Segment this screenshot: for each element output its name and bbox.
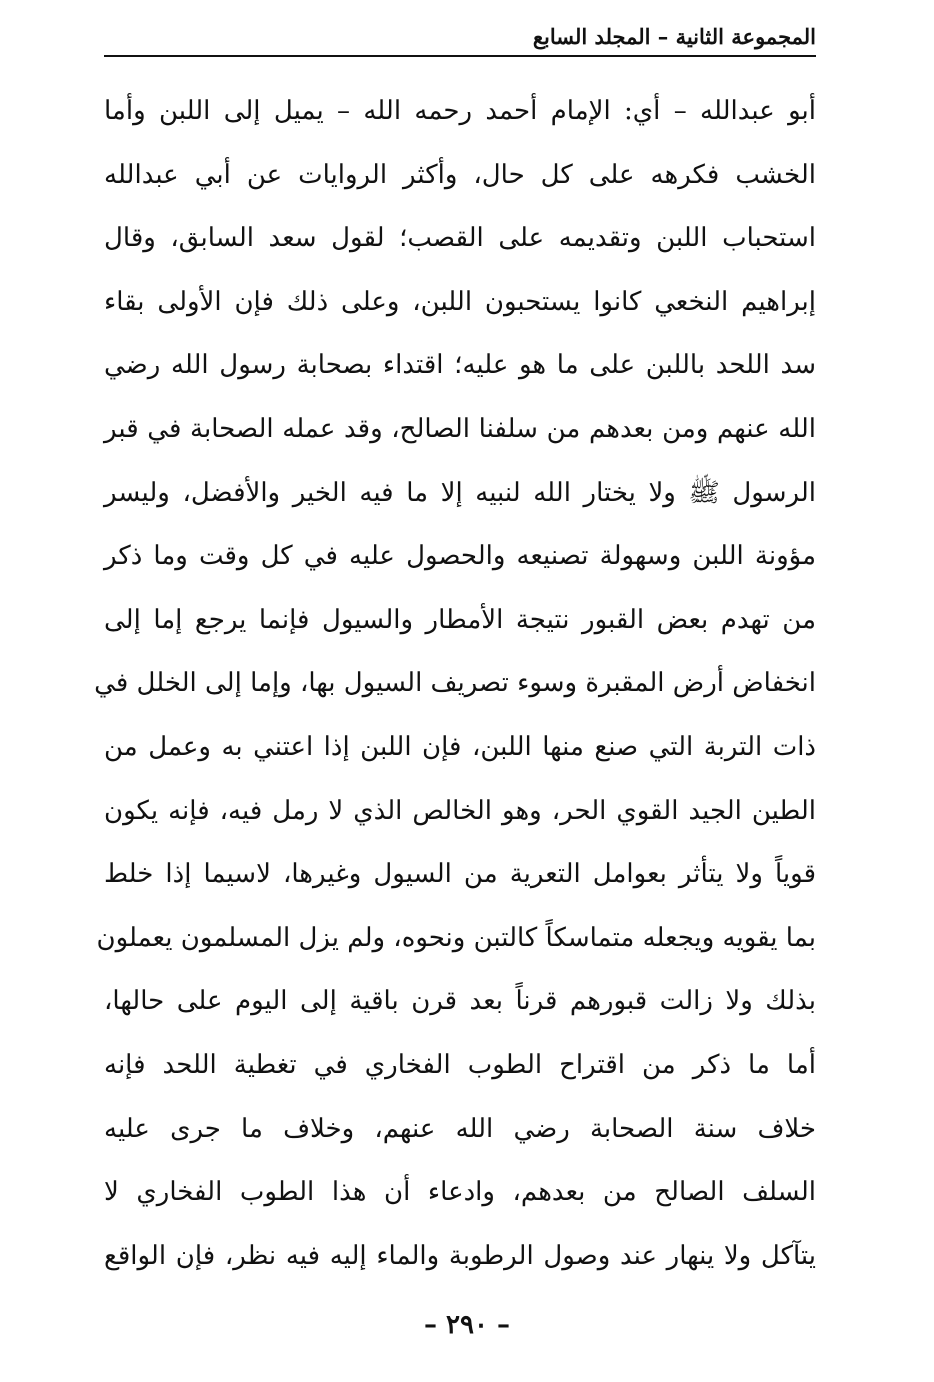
page-number: – ٢٩٠ – [423, 1310, 511, 1340]
text-line: مؤونة اللبن وسهولة تصنيعه والحصول عليه في كل وقت وما ذكر [104, 541, 816, 572]
text-line: يتآكل ولا ينهار عند وصول الرطوبة والماء إليه فيه نظر، فإن الواقع [104, 1240, 816, 1271]
text-line: أما ما ذكر من اقتراح الطوب الفخاري في تغطية اللحد فإنه [104, 1049, 816, 1080]
text-line: الطين الجيد القوي الحر، وهو الخالص الذي لا رمل فيه، فإنه يكون [104, 795, 816, 826]
text-line: انخفاض أرض المقبرة وسوء تصريف السيول بها، وإما إلى الخلل في [94, 668, 816, 699]
text-line: إبراهيم النخعي كانوا يستحبون اللبن، وعلى ذلك فإن الأولى بقاء [104, 286, 816, 317]
text-line: بما يقويه ويجعله متماسكاً كالتبن ونحوه، ولم يزل المسلمون يعملون [96, 922, 816, 953]
text-line: سد اللحد باللبن على ما هو عليه؛ اقتداء بصحابة رسول الله رضي [104, 350, 816, 381]
text-line: الله عنهم ومن بعدهم من سلفنا الصالح، وقد عمله الصحابة في قبر [104, 413, 816, 444]
text-line: ذات التربة التي صنع منها اللبن، فإن اللبن إذا اعتني به وعمل من [104, 731, 816, 762]
text-line: خلاف سنة الصحابة رضي الله عنهم، وخلاف ما جرى عليه [104, 1113, 816, 1144]
running-header-title: المجموعة الثانية – المجلد السابع [527, 22, 816, 52]
text-line: من تهدم بعض القبور نتيجة الأمطار والسيول فإنما يرجع إما إلى [104, 604, 816, 635]
text-line: قوياً ولا يتأثر بعوامل التعرية من السيول وغيرها، لاسيما إذا خلط [104, 859, 816, 890]
text-line: الخشب فكرهه على كل حال، وأكثر الروايات عن أبي عبدالله [104, 159, 816, 190]
text-line: استحباب اللبن وتقديمه على القصب؛ لقول سعد السابق، وقال [104, 223, 816, 254]
header-rule [104, 55, 816, 57]
text-line: بذلك ولا زالت قبورهم قرناً بعد قرن باقية إلى اليوم على حالها، [104, 986, 816, 1017]
text-line: أبو عبدالله – أي: الإمام أحمد رحمه الله – يميل إلى اللبن وأما [104, 96, 816, 126]
body-text [94, 80, 816, 1288]
text-line: الرسول ﷺ ولا يختار الله لنبيه إلا ما فيه الخير والأفضل، وليسر [104, 477, 816, 508]
running-header [104, 22, 816, 58]
text-line: السلف الصالح من بعدهم، وادعاء أن هذا الطوب الفخاري لا [104, 1177, 816, 1208]
